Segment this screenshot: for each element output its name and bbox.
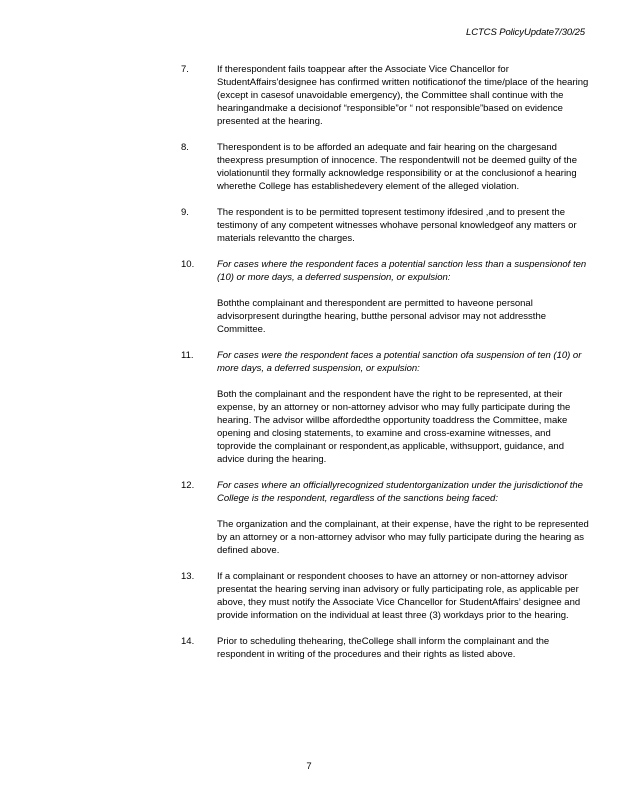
item-body — [217, 349, 589, 466]
item-body — [217, 635, 589, 661]
list-item — [0, 635, 618, 661]
list-item — [0, 570, 618, 622]
item-paragraph: Both the complainant and the respondent have the right to be represented, at their expense, by an attorney or non-attorney advisor who may fully participate during the hearing. The advisor willbe affordedthe opportunity toaddress the Committee, make opening and closing statements, to examine and cross-examine witnesses, and toprovide the complainant or respondent,as applicable, withsupport, guidance, and advice during the hearing. — [217, 389, 571, 465]
item-number: 7. — [181, 64, 189, 75]
list-item — [0, 479, 618, 557]
item-paragraph: Boththe complainant and therespondent are permitted to haveone personal advisorpresent duringthe hearing, butthe personal advisor may not addressthe Committee. — [217, 298, 547, 335]
item-paragraph: The organization and the complainant, at their expense, have the right to be represented by an attorney or a non-attorney advisor who may fully participate during the hearing as defined above. — [217, 519, 589, 556]
list-item — [0, 349, 618, 466]
item-body — [217, 206, 589, 245]
item-number: 8. — [181, 142, 189, 153]
item-number: 14. — [181, 636, 195, 647]
item-body — [217, 258, 589, 336]
list-item — [0, 141, 618, 193]
item-paragraph: If a complainant or respondent chooses to have an attorney or non-attorney advisor presentat the hearing serving inan advisory or fully participating role, as applicable per above, they must notify the Associate Vice Chancellor for StudentAffairs’ designee and provide information on the individual at least three (3) workdays prior to the hearing. — [217, 571, 581, 621]
item-condition: For cases where the respondent faces a potential sanction less than a suspensionof ten (10) or more days, a deferred suspension, or expulsion: — [217, 259, 587, 283]
item-number: 10. — [181, 259, 195, 270]
item-paragraph: The respondent is to be permitted topresent testimony ifdesired ,and to present the testimony of any competent witnesses whohave personal knowledgeof any matters or materials relevantto the charges. — [217, 207, 577, 244]
item-body — [217, 479, 589, 557]
item-number: 9. — [181, 207, 189, 218]
item-paragraph: If therespondent fails toappear after the Associate Vice Chancellor for StudentAffairs'designee has confirmed written notificationof the time/place of the hearing (except in casesof unavoidable emergency), the Committee shall continue with the hearingandmake a decisionof “responsible”or “ not responsible”based on evidence presented at the hearing. — [217, 64, 589, 127]
item-number: 12. — [181, 480, 195, 491]
item-body — [217, 63, 589, 128]
list-item — [0, 63, 618, 128]
numbered-list — [0, 63, 618, 674]
item-paragraph: Prior to scheduling thehearing, theCollege shall inform the complainant and the respondent in writing of the procedures and their rights as listed above. — [217, 636, 550, 660]
list-item — [0, 206, 618, 245]
item-number: 11. — [181, 350, 194, 361]
item-body — [217, 141, 589, 193]
item-paragraph: Therespondent is to be afforded an adequate and fair hearing on the chargesand theexpress presumption of innocence. The respondentwill not be deemed guilty of the violationuntil they formally acknowledge responsibility or at the conclusionof a hearing wherethe College has establishedevery element of the alleged violation. — [217, 142, 577, 192]
item-number: 13. — [181, 571, 195, 582]
item-body — [217, 570, 589, 622]
item-condition: For cases were the respondent faces a potential sanction ofa suspension of ten (10) or more days, a deferred suspension, or expulsion: — [217, 350, 582, 374]
item-condition: For cases where an officiallyrecognized studentorganization under the jurisdictionof the College is the respondent, regardless of the sanctions being faced: — [217, 480, 583, 504]
page-header: LCTCS PolicyUpdate7/30/25 — [466, 27, 585, 38]
page-number: 7 — [306, 761, 312, 772]
list-item — [0, 258, 618, 336]
